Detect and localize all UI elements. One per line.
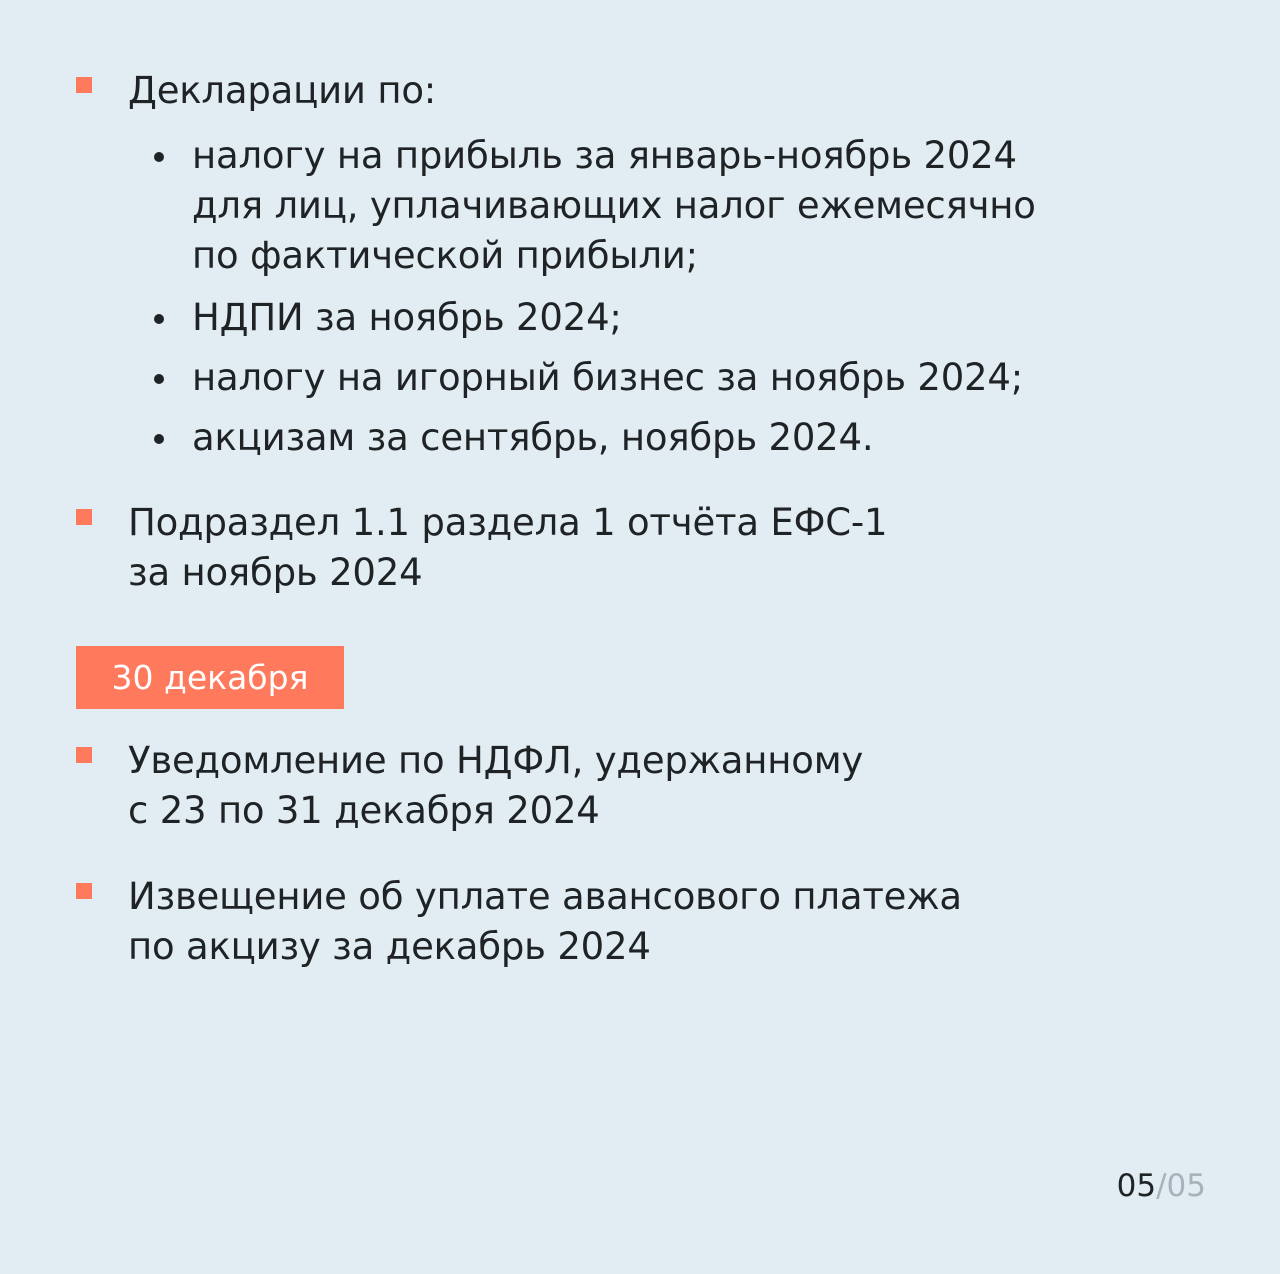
round-bullet-icon: [154, 152, 164, 162]
efs-text: Подраздел 1.1 раздела 1 отчёта ЕФС-1 за ноябрь 2024: [128, 501, 888, 594]
page-total: 05: [1166, 1168, 1206, 1204]
date-badge: 30 декабря: [76, 646, 344, 709]
square-bullet-icon: [76, 747, 92, 763]
round-bullet-icon: [154, 434, 164, 444]
square-bullet-icon: [76, 883, 92, 899]
sublist-item-text: акцизам за сентябрь, ноябрь 2024.: [192, 416, 874, 459]
sublist-item-text: налогу на прибыль за январь-ноябрь 2024 для лиц, уплачивающих налог ежемесячно по фактической прибыли;: [192, 134, 1036, 277]
sublist-item-text: НДПИ за ноябрь 2024;: [192, 296, 622, 339]
square-bullet-icon: [76, 509, 92, 525]
sublist-item-text: налогу на игорный бизнес за ноябрь 2024;: [192, 356, 1023, 399]
page-current: 05: [1116, 1168, 1157, 1204]
declarations-heading: Декларации по:: [128, 69, 437, 112]
round-bullet-icon: [154, 314, 164, 324]
square-bullet-icon: [76, 77, 92, 93]
excise-text: Извещение об уплате авансового платежа по акцизу за декабрь 2024: [128, 875, 962, 968]
ndfl-text: Уведомление по НДФЛ, удержанному с 23 по 31 декабря 2024: [128, 739, 864, 832]
page-separator: /: [1156, 1168, 1167, 1204]
round-bullet-icon: [154, 374, 164, 384]
page-counter: [1060, 1164, 1206, 1208]
